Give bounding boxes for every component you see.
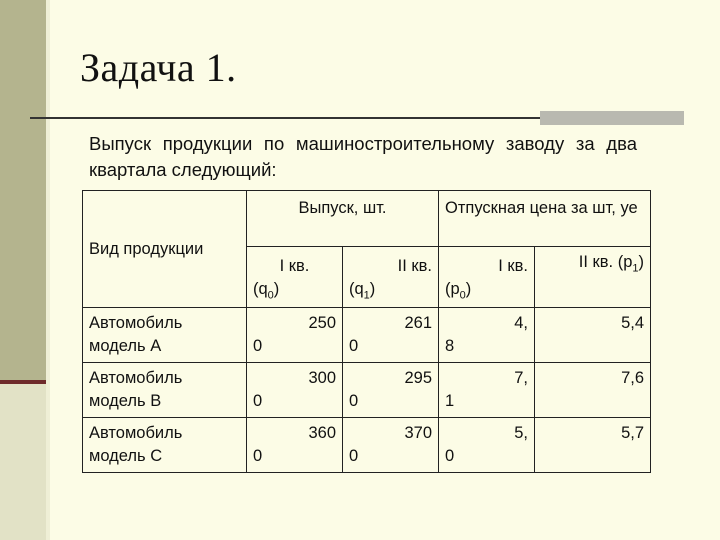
product-line2: модель С (89, 447, 163, 466)
cell-p0 (439, 308, 535, 363)
cell-q1 (343, 418, 439, 473)
q1-value: 370 (404, 424, 432, 443)
cell-q0 (247, 308, 343, 363)
subheader-p1-label: II кв. (p (578, 253, 633, 271)
product-line1: Автомобиль (89, 314, 183, 333)
product-line1: Автомобиль (89, 369, 183, 388)
cell-q0 (247, 363, 343, 418)
q0-symbol-text: (q (253, 280, 268, 298)
q1-value-wrap: 0 (349, 392, 359, 411)
row-product-name (83, 308, 247, 363)
q1-value-wrap: 0 (349, 337, 359, 356)
row-product-name (83, 418, 247, 473)
p0-value-wrap: 8 (445, 337, 455, 356)
slide-sidebar-rule (0, 380, 46, 384)
product-line2: модель А (89, 337, 162, 356)
subheader-p0-label: I кв. (498, 257, 528, 275)
title-accent-block (540, 111, 684, 125)
q0-value: 300 (308, 369, 336, 388)
subheader-q0-symbol (253, 278, 336, 307)
q1-subscript: 1 (363, 289, 370, 302)
header-product (83, 191, 247, 308)
p0-value: 4, (514, 314, 528, 333)
cell-p1: 7,6 (535, 363, 651, 418)
slide-title: Задача 1. (80, 45, 237, 90)
header-product-label: Вид продукции (89, 239, 204, 258)
q0-value-wrap: 0 (253, 447, 263, 466)
subheader-q1-symbol (349, 278, 432, 307)
header-price-label: Отпускная цена за шт, уе (445, 199, 638, 217)
table-row (83, 418, 651, 473)
p0-subscript: 0 (459, 289, 466, 302)
cell-q0 (247, 418, 343, 473)
p0-value: 5, (514, 424, 528, 443)
p0-value-wrap: 1 (445, 392, 455, 411)
subheader-p1 (535, 247, 651, 308)
table-header-row (83, 191, 651, 247)
q0-value: 360 (308, 424, 336, 443)
q0-value: 250 (308, 314, 336, 333)
subheader-q1 (343, 247, 439, 308)
q1-value-wrap: 0 (349, 447, 359, 466)
product-line1: Автомобиль (89, 424, 183, 443)
q1-symbol-text: (q (349, 280, 364, 298)
subheader-q0 (247, 247, 343, 308)
p0-value: 7, (514, 369, 528, 388)
task-description: Выпуск продукции по машиностроительному заводу за два квартала следующий: (89, 133, 637, 180)
production-table (82, 190, 651, 473)
slide-sidebar-strip (46, 0, 50, 540)
cell-p0 (439, 418, 535, 473)
cell-q1 (343, 363, 439, 418)
subheader-p0-symbol (445, 278, 528, 307)
q0-value-wrap: 0 (253, 337, 263, 356)
q0-subscript: 0 (267, 289, 274, 302)
table-row (83, 363, 651, 418)
subheader-q1-label: II кв. (397, 257, 432, 275)
subheader-q0-label: I кв. (279, 257, 310, 275)
header-price (439, 191, 651, 247)
p0-value-wrap: 0 (445, 447, 455, 466)
slide-sidebar-accent (0, 0, 46, 380)
subheader-p0 (439, 247, 535, 308)
p1-subscript: 1 (632, 262, 639, 275)
q1-close-paren: ) (369, 280, 376, 298)
cell-q1 (343, 308, 439, 363)
q0-value-wrap: 0 (253, 392, 263, 411)
q1-value: 295 (404, 369, 432, 388)
cell-p0 (439, 363, 535, 418)
q1-value: 261 (404, 314, 432, 333)
header-output-label: Выпуск, шт. (298, 199, 387, 217)
row-product-name (83, 363, 247, 418)
table-row (83, 308, 651, 363)
product-line2: модель В (89, 392, 162, 411)
p0-symbol-text: (p (445, 280, 460, 298)
cell-p1: 5,4 (535, 308, 651, 363)
p1-close-paren: ) (638, 253, 644, 271)
cell-p1: 5,7 (535, 418, 651, 473)
header-output (247, 191, 439, 247)
q0-close-paren: ) (273, 280, 280, 298)
p0-close-paren: ) (465, 280, 472, 298)
